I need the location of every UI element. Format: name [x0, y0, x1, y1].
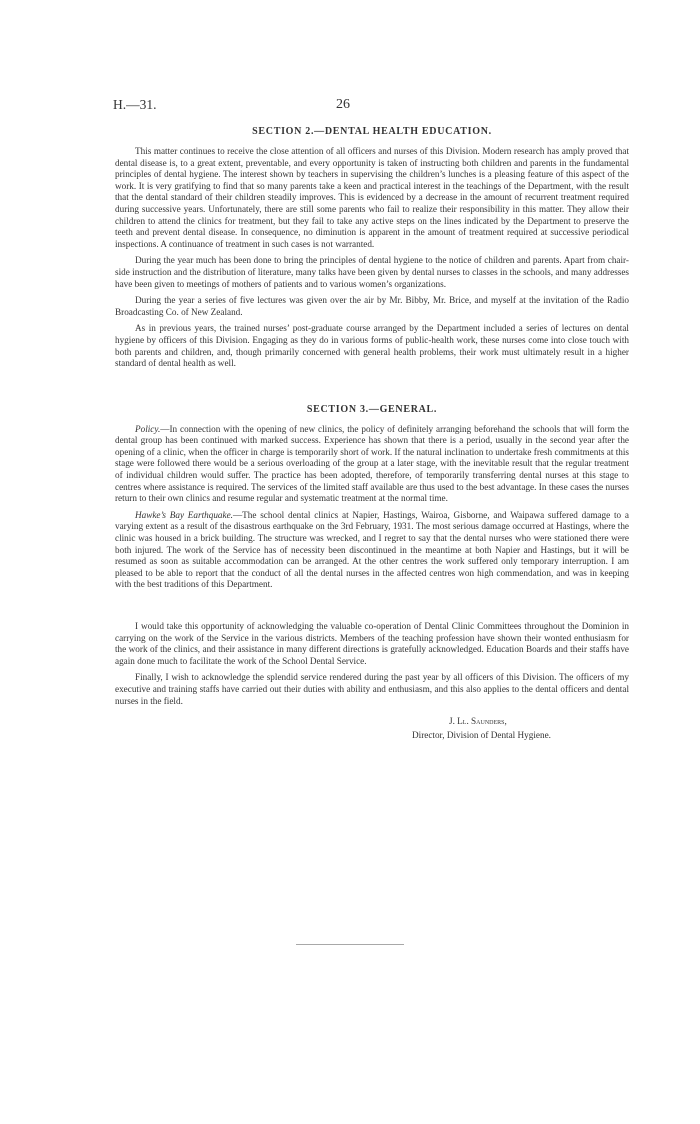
signature-title: Director, Division of Dental Hygiene. [412, 730, 551, 741]
earthquake-text: —The school dental clinics at Napier, Hastings, Wairoa, Gisborne, and Waipawa suffered damage to a varying extent as a result of the disastrous earthquake on the 3rd February, 1931. The most serious damage occurred at Hastings, where the clinic was housed in a brick building. The structure was wrecked, and I regret to say that the dental nurses who were stationed there were both injured. The work of the Service has of necessity been discontinued in the meantime at both Napier and Hastings, but it will be resumed as soon as suitable accommodation can be arranged. At the other centres the work suffered only temporary interruption. I am pleased to be able to report that the conduct of all the dental nurses in the affected centres won high commendation, and was in keeping with the best traditions of this Department. [115, 509, 629, 590]
section-2-paragraph: As in previous years, the trained nurses’ post-graduate course arranged by the Department included a series of lectures on dental hygiene by officers of this Division. Engaging as they do in various forms of public-health work, these nurses come into close touch with both parents and children, and, though primarily concerned with general health problems, their work must ultimately result in a higher standard of dental health as well. [115, 323, 629, 369]
earthquake-paragraph [115, 510, 629, 591]
signature-name: J. Ll. Saunders, [449, 716, 507, 727]
closing-rule [296, 944, 404, 945]
acknowledgement-paragraph: Finally, I wish to acknowledge the splendid service rendered during the past year by all officers of this Division. The officers of my executive and training staffs have carried out their duties with ability and enthusiasm, and this also applies to the dental officers and dental nurses in the field. [115, 672, 629, 706]
section-2-paragraph: During the year much has been done to bring the principles of dental hygiene to the notice of children and parents. Apart from chair-side instruction and the distribution of literature, many talks have been given by dental nurses to classes in the schools, and many addresses have been given to meetings of mothers of patients and to various women’s organizations. [115, 255, 629, 289]
policy-paragraph [115, 424, 629, 505]
policy-text: —In connection with the opening of new clinics, the policy of definitely arranging beforehand the schools that will form the dental group has been continued with marked success. Experience has shown that there is a period, usually in the second year after the opening of a clinic, when the officer in charge is temporarily short of work. If the natural inclination to undertake fresh commitments at this stage were followed there would be a serious overloading of the group at a later stage, with the inevitable result that the regular treatment of individual children would suffer. The practice has been adopted, therefore, of temporarily transferring dental nurses at this stage to centres where assistance is required. The services of the limited staff available are thus used to the best advantage. In these cases the nurses return to their own clinics and resume regular and systematic treatment at the normal time. [115, 423, 629, 504]
section-3-heading: SECTION 3.—GENERAL. [306, 403, 438, 415]
section-2-heading: SECTION 2.—DENTAL HEALTH EDUCATION. [252, 126, 492, 137]
earthquake-label: Hawke’s Bay Earthquake. [135, 509, 233, 520]
section-2-paragraph: This matter continues to receive the close attention of all officers and nurses of this Division. Modern research has amply proved that dental disease is, to a great extent, preventable, and every opportunity is taken of instructing both children and parents in the fundamental principles of dental hygiene. The interest shown by teachers in supervising the children’s lunches is a pleasing feature of this aspect of the work. It is very gratifying to find that so many parents take a keen and practical interest in the teachings of the Department, with the result that the dental standard of their children steadily improves. This is evidenced by a decrease in the amount of recurrent treatment required during successive years. Unfortunately, there are still some parents who fail to realize their responsibility in this matter. They allow their children to attend the clinics for treatment, but they fail to take any active steps on the lines indicated by the Department to preserve the teeth and prevent dental disease. In consequence, no diminution is apparent in the amount of treatment required at successive periodical inspections. A continuance of treatment in such cases is not warranted. [115, 146, 629, 249]
section-2-paragraph: During the year a series of five lectures was given over the air by Mr. Bibby, Mr. Brice, and myself at the invitation of the Radio Broadcasting Co. of New Zealand. [115, 295, 629, 317]
policy-label: Policy. [135, 423, 161, 434]
page-reference: H.—31. [113, 97, 157, 112]
page-header [0, 97, 700, 113]
page-number: 26 [336, 97, 350, 112]
signature-block [115, 714, 629, 742]
acknowledgement-paragraph: I would take this opportunity of acknowledging the valuable co-operation of Dental Clinic Committees throughout the Dominion in carrying on the work of the Service in the various districts. Members of the teaching profession have shown their wonted enthusiasm for the work of the clinics, and their assistance in many different directions is gratefully acknowledged. Education Boards and their staffs have again done much to facilitate the work of the School Dental Service. [115, 621, 629, 666]
document-body [115, 126, 629, 742]
